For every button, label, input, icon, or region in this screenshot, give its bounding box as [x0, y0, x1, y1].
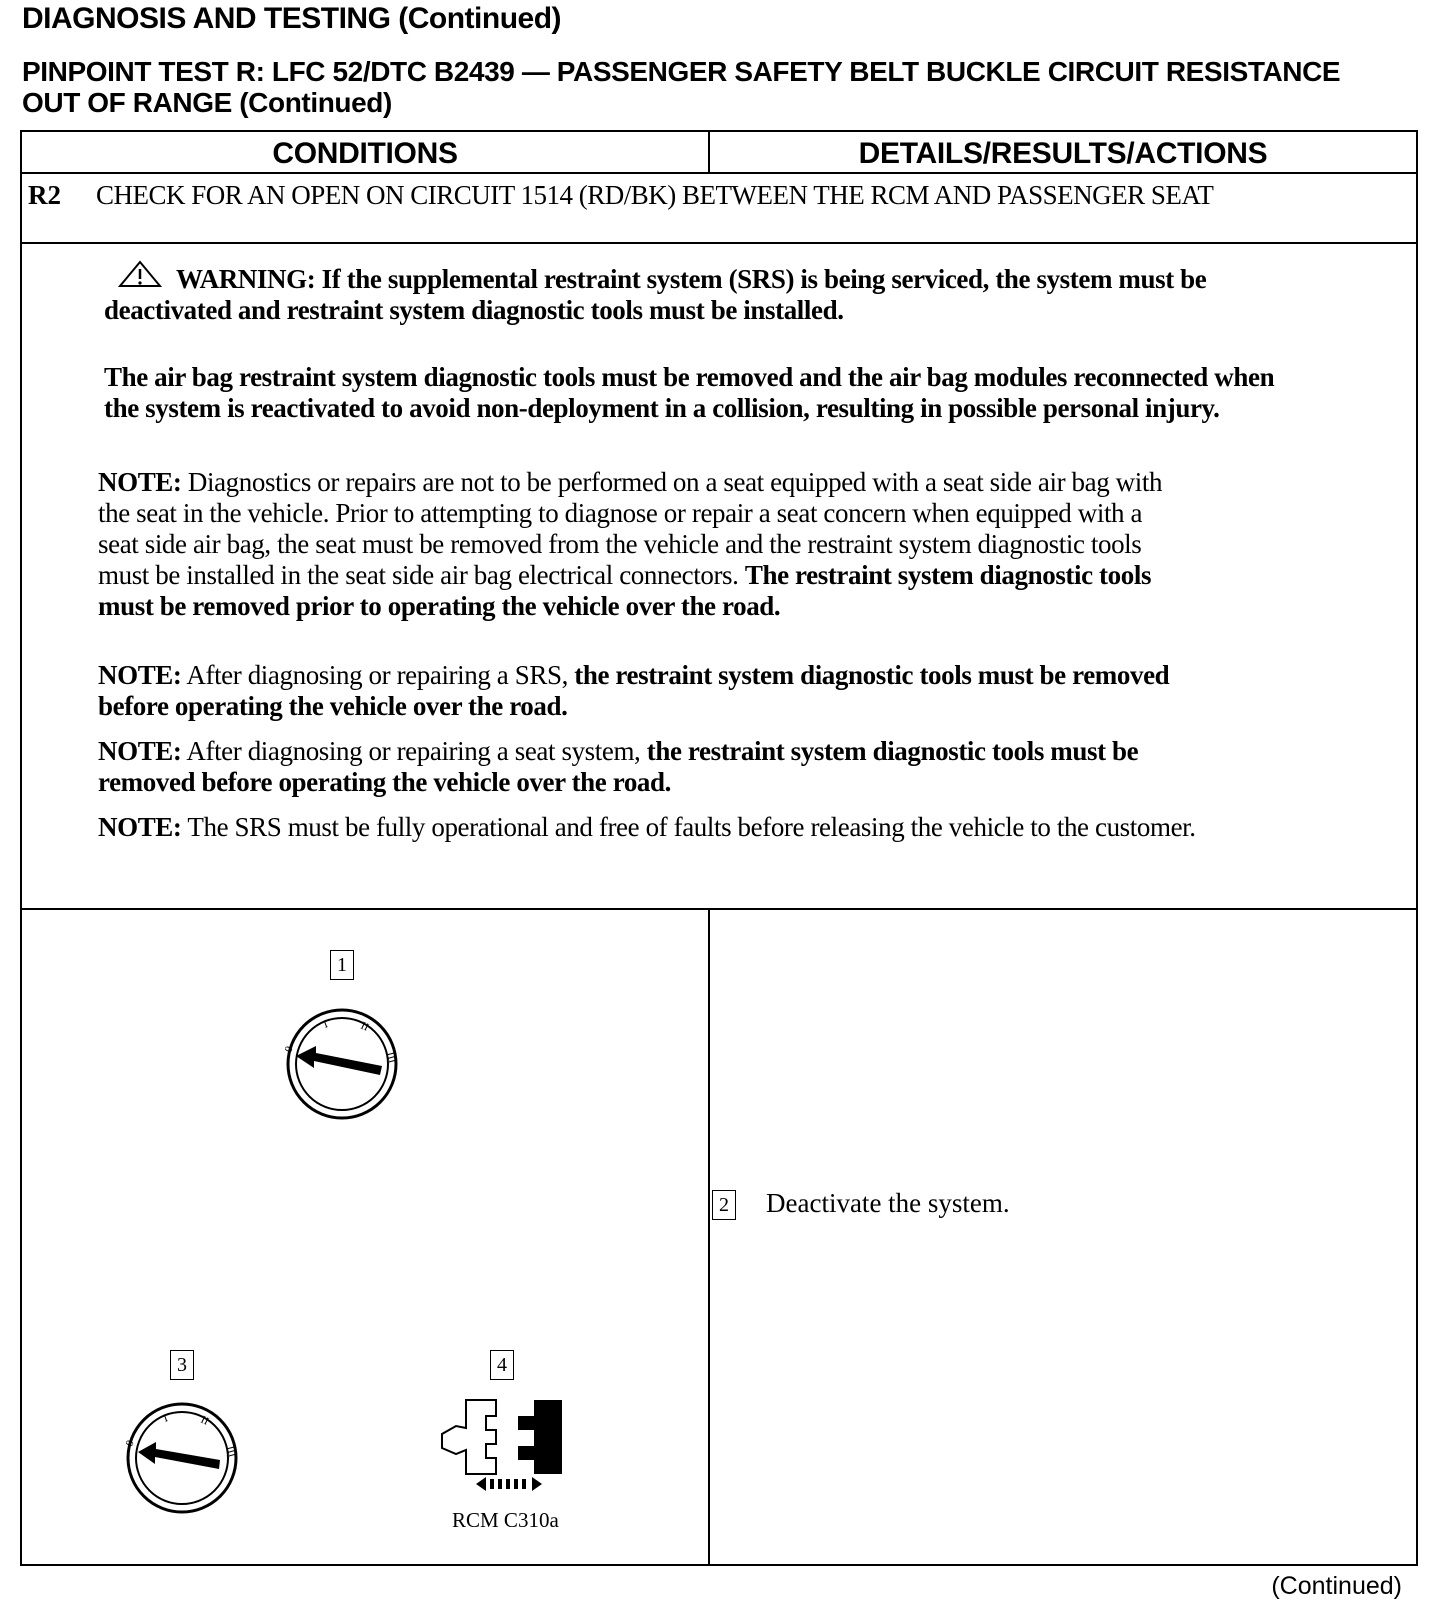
note-label: NOTE: — [98, 660, 182, 690]
ignition-position-1: I — [321, 1018, 330, 1031]
ignition-position-0: 0 — [123, 1438, 137, 1449]
connector-label: RCM C310a — [452, 1508, 559, 1532]
note-text: The SRS must be fully operational and free of faults before releasing the vehicle to the customer. — [187, 812, 1196, 842]
ignition-position-3: III — [384, 1050, 399, 1065]
callout-2: 2 — [712, 1190, 736, 1220]
ignition-position-2: II — [198, 1413, 211, 1428]
pinpoint-test-table — [20, 130, 1418, 1566]
ignition-switch-off-icon-small — [116, 1394, 252, 1520]
note-1 — [98, 467, 1178, 622]
warning-airbag-text: The air bag restraint system diagnostic tools must be removed and the air bag modules reconnected when the system is reactivated to avoid non-deployment in a collision, resulting in possible personal injury. — [104, 362, 1275, 423]
conditions-column-header: CONDITIONS — [272, 137, 458, 170]
details-column-header: DETAILS/RESULTS/ACTIONS — [858, 137, 1268, 170]
note-bold-text: the restraint system diagnostic tools must be removed before operating the vehicle over the road. — [98, 660, 1170, 721]
note-3 — [98, 736, 1198, 798]
note-text: Diagnostics or repairs are not to be performed on a seat equipped with a seat side air bag with the seat in the vehicle. Prior to attempting to diagnose or repair a seat concern when equipped with a seat side air bag, the seat must be removed from the vehicle and the restraint system diagnostic tools must be installed in the seat side air bag electrical connectors. — [98, 467, 1163, 590]
continued-label: (Continued) — [1271, 1572, 1402, 1600]
body-column-divider — [708, 908, 710, 1564]
callout-1: 1 — [330, 950, 354, 980]
pinpoint-test-title: PINPOINT TEST R: LFC 52/DTC B2439 — PASSENGER SAFETY BELT BUCKLE CIRCUIT RESISTANCE OUT OF RANGE (Continued) — [22, 56, 1341, 118]
ignition-position-0: 0 — [282, 1044, 296, 1055]
step-divider — [22, 242, 1416, 244]
note-4 — [98, 812, 1198, 843]
note-label: NOTE: — [98, 467, 182, 497]
electrical-connector-icon — [438, 1394, 568, 1494]
note-label: NOTE: — [98, 812, 182, 842]
action-text: Deactivate the system. — [766, 1188, 1010, 1218]
note-text: After diagnosing or repairing a SRS, — [186, 660, 568, 690]
page-header: DIAGNOSIS AND TESTING (Continued) — [22, 2, 562, 35]
warning-text: WARNING: If the supplemental restraint system (SRS) is being serviced, the system must be deactivated and restraint system diagnostic tools must be installed. — [104, 264, 1207, 325]
step-id: R2 — [28, 180, 61, 210]
note-label: NOTE: — [98, 736, 182, 766]
note-text: After diagnosing or repairing a seat system, — [186, 736, 641, 766]
note-bold-text: The restraint system diagnostic tools must be removed prior to operating the vehicle over the road. — [98, 560, 1152, 621]
notes-divider — [22, 908, 1416, 910]
ignition-switch-off-icon — [274, 998, 414, 1128]
step-title: CHECK FOR AN OPEN ON CIRCUIT 1514 (RD/BK) BETWEEN THE RCM AND PASSENGER SEAT — [96, 180, 1214, 210]
callout-4: 4 — [490, 1350, 514, 1380]
ignition-position-2: II — [358, 1019, 371, 1034]
ignition-position-1: I — [161, 1412, 170, 1425]
ignition-position-3: III — [224, 1444, 239, 1459]
note-2 — [98, 660, 1178, 722]
note-bold-text: the restraint system diagnostic tools must be removed before operating the vehicle over the road. — [98, 736, 1139, 797]
callout-3: 3 — [170, 1350, 194, 1380]
